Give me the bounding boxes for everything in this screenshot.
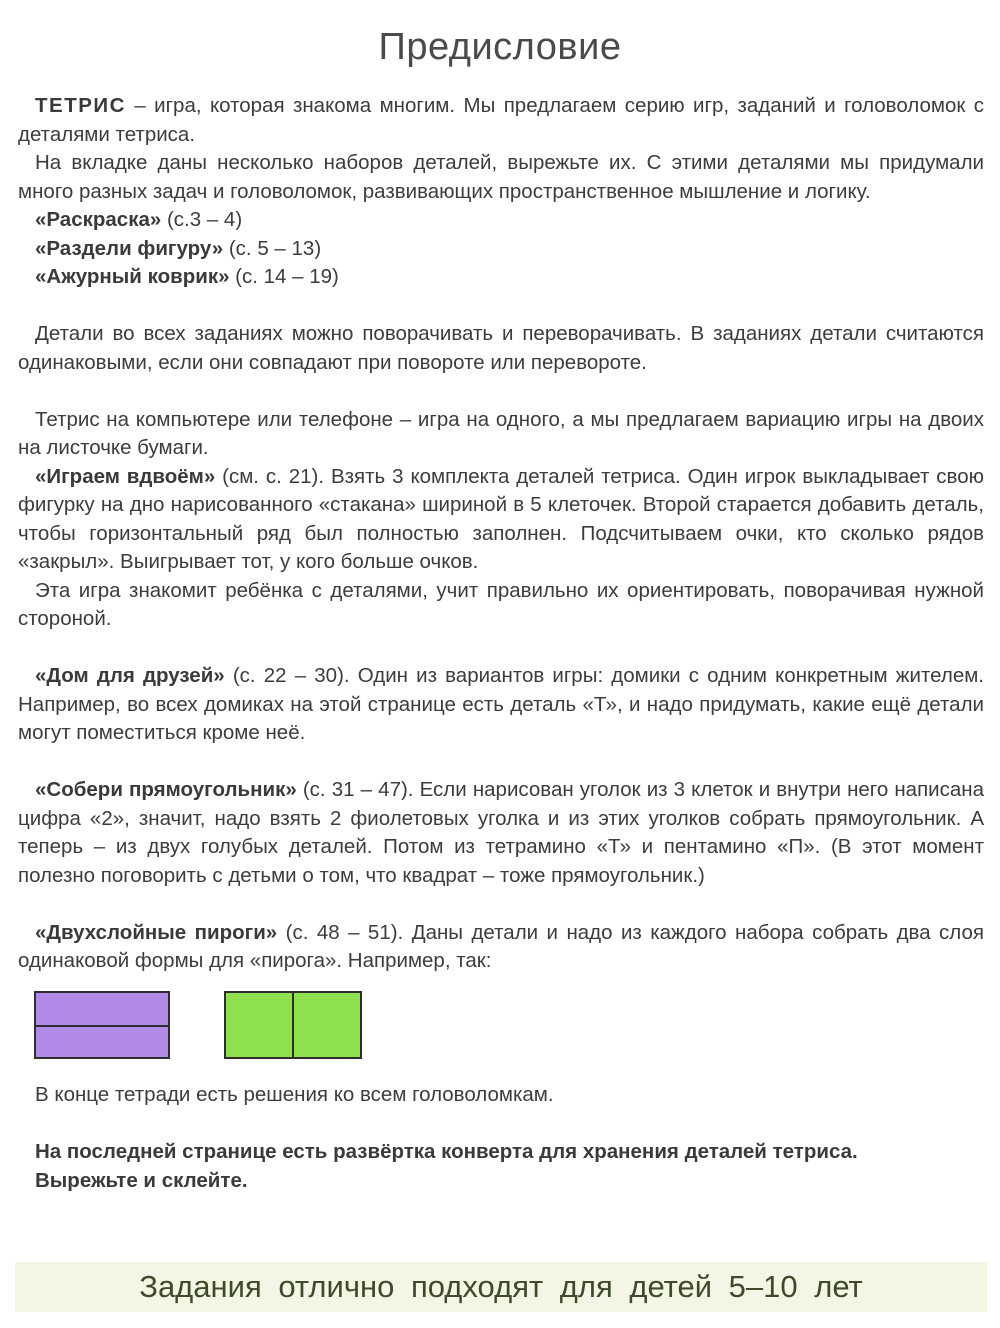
text-body bbox=[18, 92, 984, 976]
intro-tag: ТЕТРИС bbox=[35, 94, 126, 117]
section-line bbox=[18, 263, 984, 292]
vertical-divider bbox=[292, 993, 294, 1057]
house-name: «Дом для друзей» bbox=[35, 664, 225, 687]
rectangle-text: (с. 31 – 47). Если нарисован уголок из 3 клеток и внутри него написана цифра «2», значит, надо взять 2 фиолетовых уголка и из этих уголков собрать прямоугольник. А теперь – из двух голубых деталей. Потом из тетрамино «Т» и пентамино «П». (В этот момент полезно поговорить с детьми о том, что квадрат – тоже прямоугольник.) bbox=[18, 778, 984, 887]
envelope-line-2: Вырежьте и склейте. bbox=[35, 1168, 248, 1192]
play-together-name: «Играем вдвоём» bbox=[35, 464, 216, 488]
green-two-layer-rectangle bbox=[224, 991, 362, 1059]
play-together-paragraph bbox=[18, 463, 984, 577]
section-line bbox=[18, 206, 984, 235]
game-note-paragraph: Эта игра знакомит ребёнка с деталями, учит правильно их ориентировать, поворачивая нужной стороной. bbox=[18, 578, 984, 630]
section-pages: (с.3 – 4) bbox=[161, 208, 243, 231]
section-line bbox=[18, 235, 984, 264]
pies-name: «Двухслойные пироги» bbox=[35, 920, 278, 944]
page-title: Предисловие bbox=[378, 26, 622, 68]
spacer bbox=[18, 634, 984, 663]
pies-paragraph bbox=[18, 919, 984, 976]
pie-example-figures bbox=[34, 990, 374, 1062]
insert-paragraph: На вкладке даны несколько наборов деталей, вырежьте их. С этими деталями мы придумали много разных задач и головоломок, развивающих пространственное мышление и логику. bbox=[18, 151, 984, 203]
envelope-paragraph bbox=[18, 1138, 984, 1195]
house-text: (с. 22 – 30). Один из вариантов игры: домики с одним конкретным жителем. Например, во всех домиках на этой странице есть деталь «Т», и надо придумать, какие ещё детали могут поместиться кроме неё. bbox=[18, 664, 985, 744]
spacer bbox=[18, 1110, 984, 1139]
envelope-line-1: На последней странице есть развёртка конверта для хранения деталей тетриса. bbox=[35, 1140, 858, 1163]
horizontal-divider bbox=[36, 1025, 168, 1027]
spacer bbox=[18, 377, 984, 406]
play-together-text: (см. с. 21). Взять 3 комплекта деталей тетриса. Один игрок выкладывает свою фигурку на дно нарисованного «стакана» шириной в 5 клеточек. Второй старается добавить деталь, чтобы горизонтальный ряд был полностью заполнен. Подсчитываем очки, кто сколько рядов «закрыл». Выигрывает тот, у кого больше очков. bbox=[18, 464, 984, 573]
computer-paragraph: Тетрис на компьютере или телефоне – игра на одного, а мы предлагаем вариацию игры на двоих на листочке бумаги. bbox=[18, 407, 984, 459]
section-name: «Ажурный коврик» bbox=[35, 265, 230, 288]
rectangle-paragraph bbox=[18, 776, 984, 890]
section-name: «Раскраска» bbox=[35, 208, 162, 231]
section-pages: (с. 5 – 13) bbox=[223, 236, 322, 260]
spacer bbox=[18, 292, 984, 321]
rectangle-name: «Собери прямоугольник» bbox=[35, 778, 297, 801]
spacer bbox=[18, 748, 984, 777]
solutions-paragraph: В конце тетради есть решения ко всем головоломкам. bbox=[35, 1083, 554, 1106]
intro-text: – игра, которая знакома многим. Мы предлагаем серию игр, заданий и головоломок с деталями тетриса. bbox=[18, 94, 984, 146]
section-pages: (с. 14 – 19) bbox=[229, 265, 339, 288]
house-paragraph bbox=[18, 662, 984, 748]
section-name: «Раздели фигуру» bbox=[35, 236, 224, 260]
purple-two-layer-rectangle bbox=[34, 991, 170, 1059]
age-banner: Задания отлично подходят для детей 5–10 лет bbox=[15, 1262, 987, 1312]
rotation-paragraph: Детали во всех заданиях можно поворачивать и переворачивать. В заданиях детали считаются одинаковыми, если они совпадают при повороте или перевороте. bbox=[18, 322, 984, 374]
pies-text: (с. 48 – 51). Даны детали и надо из каждого набора собрать два слоя одинаковой формы для «пирога». Например, так: bbox=[18, 920, 984, 972]
intro-paragraph bbox=[18, 92, 984, 149]
closing-text bbox=[18, 1081, 984, 1195]
spacer bbox=[18, 890, 984, 919]
